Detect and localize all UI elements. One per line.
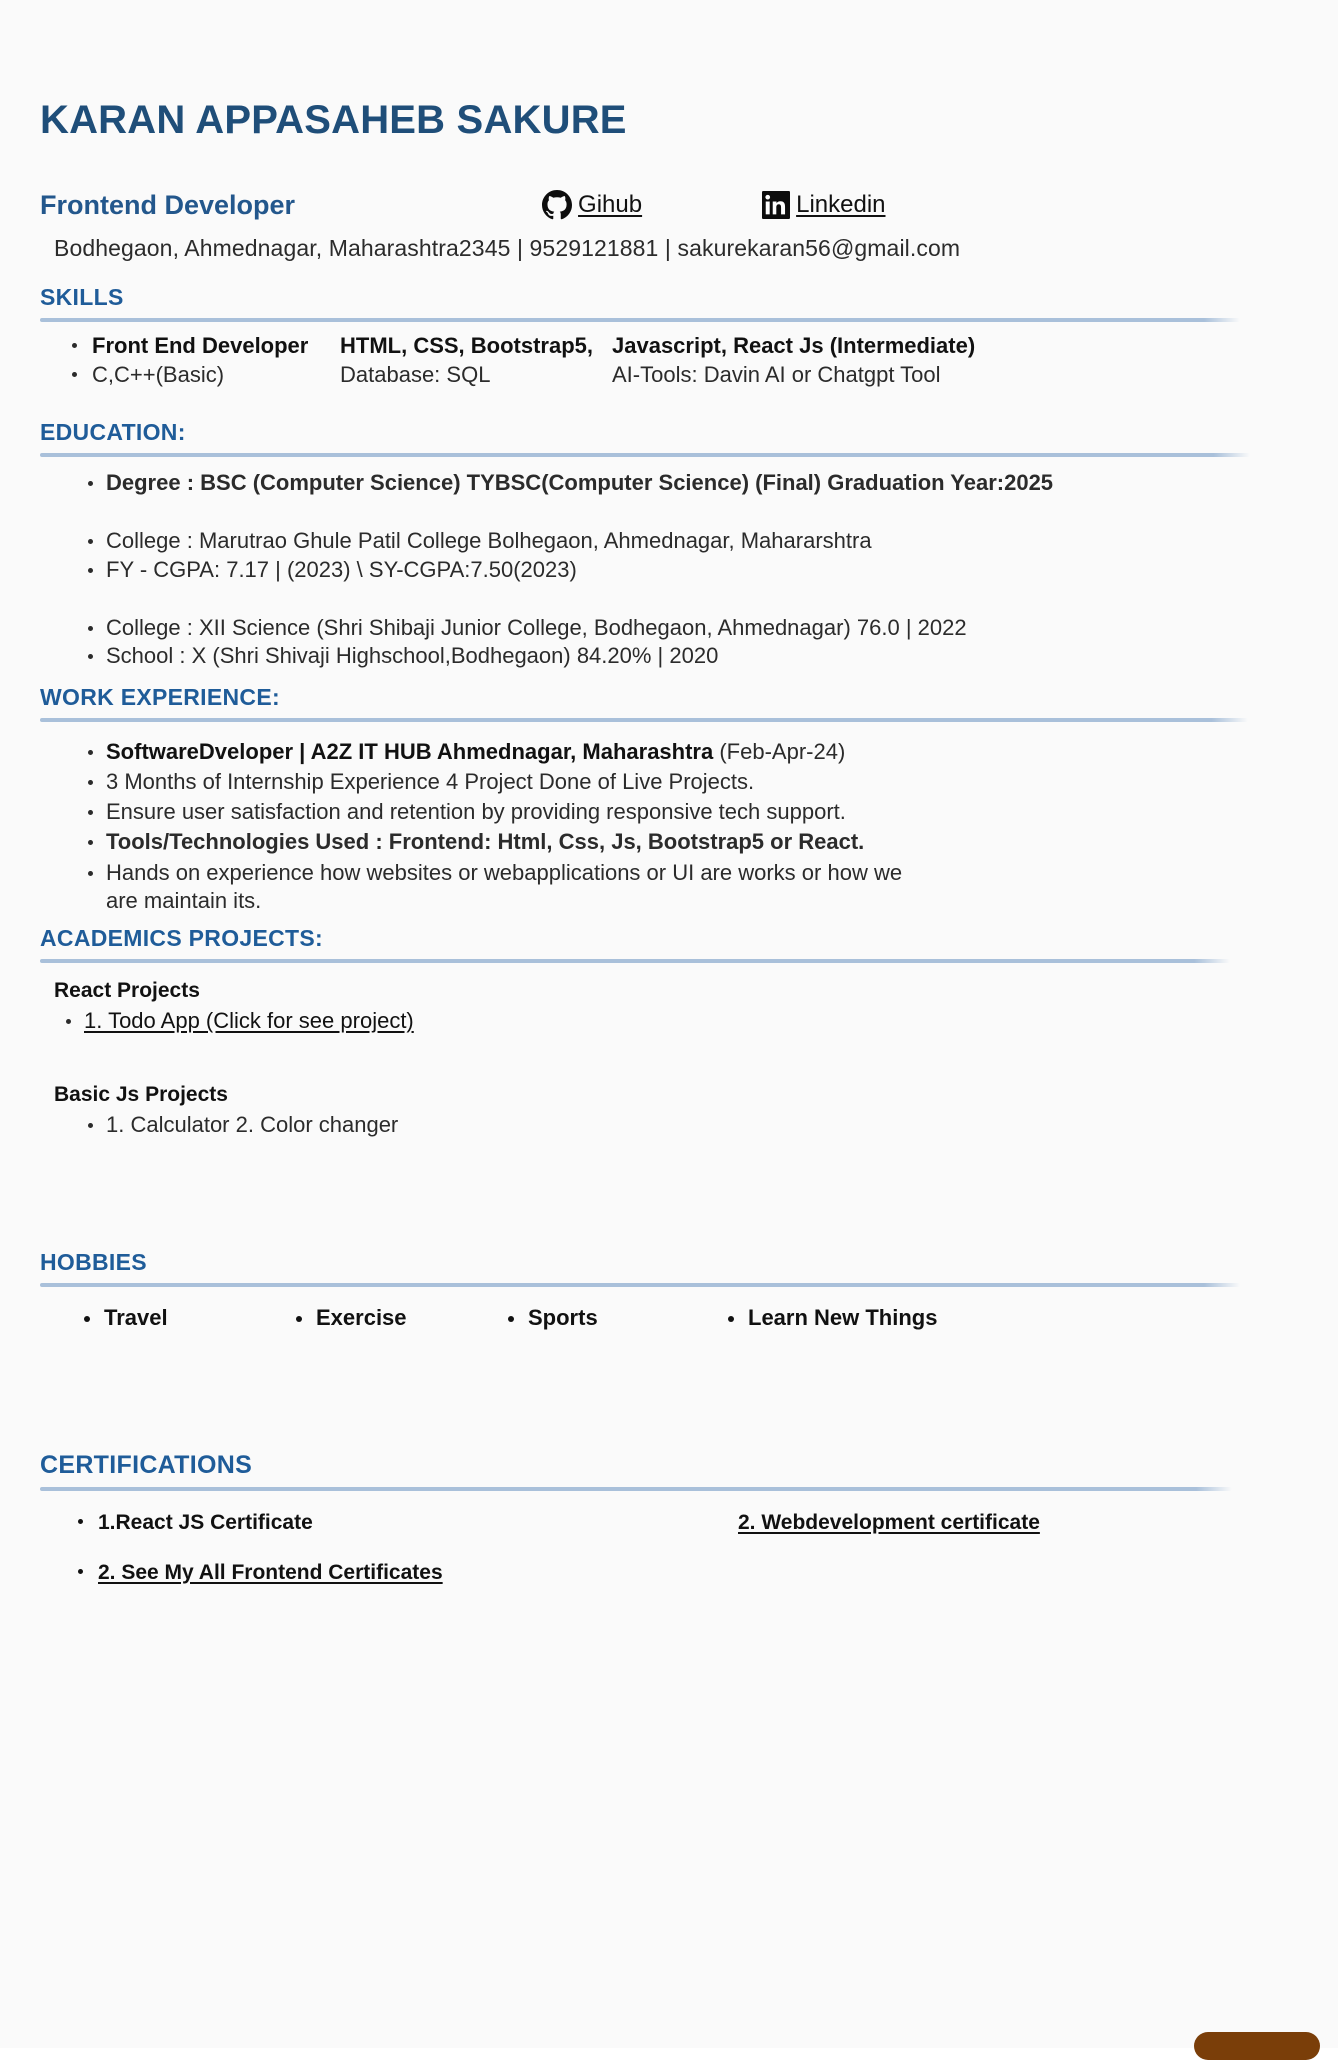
github-label: Gihub (578, 191, 643, 218)
section-divider (40, 453, 1250, 457)
work-items (76, 738, 1298, 915)
list-item: FY - CGPA: 7.17 | (2023) \ SY-CGPA:7.50(2023) (76, 556, 1298, 584)
section-hobbies (40, 1249, 1298, 1331)
projects-body (40, 979, 1298, 1139)
skill-cell: Front End Developer (92, 333, 309, 358)
section-work-experience (40, 684, 1298, 915)
education-school-group (76, 614, 1298, 670)
section-heading-hobbies: HOBBIES (40, 1249, 147, 1276)
react-projects-list (54, 1007, 1298, 1035)
role-subtitle: Frontend Developer (40, 189, 296, 220)
github-icon (542, 190, 572, 220)
section-heading-education: EDUCATION: (40, 419, 186, 446)
section-divider (40, 1487, 1232, 1491)
github-link[interactable] (542, 190, 642, 220)
list-item: School : X (Shri Shivaji Highschool,Bodhegaon) 84.20% | 2020 (76, 642, 1298, 670)
projects-subheading-basicjs: Basic Js Projects (54, 1083, 228, 1107)
work-job-dates: (Feb-Apr-24) (713, 738, 846, 764)
work-list (40, 738, 1298, 915)
list-item (76, 738, 1298, 766)
spacer (76, 497, 1298, 527)
spacer (76, 584, 1298, 614)
all-frontend-certificates-link[interactable]: 2. See My All Frontend Certificates (98, 1560, 443, 1584)
list-item: 1. Calculator 2. Color changer (76, 1111, 1298, 1139)
section-heading-certifications: CERTIFICATIONS (40, 1451, 253, 1480)
section-heading-work: WORK EXPERIENCE: (40, 683, 280, 710)
skills-grid (40, 332, 1298, 389)
hobby-item: Exercise (288, 1305, 500, 1331)
certification-label: 1.React JS Certificate (98, 1511, 313, 1535)
section-skills (40, 284, 1298, 389)
skill-cell: C,C++(Basic) (92, 361, 225, 387)
section-heading-projects: ACADEMICS PROJECTS: (40, 924, 324, 951)
todo-app-link[interactable]: 1. Todo App (Click for see project) (84, 1007, 414, 1033)
list-item: 3 Months of Internship Experience 4 Project Done of Live Projects. (76, 768, 1298, 796)
section-divider (40, 1283, 1240, 1287)
contact-line: Bodhegaon, Ahmednagar, Maharashtra2345 | 9529121881 | sakurekaran56@gmail.com (54, 235, 961, 261)
role-and-social-row (40, 186, 1298, 224)
section-heading-skills: SKILLS (40, 284, 124, 310)
bottom-floating-chip[interactable] (1194, 2032, 1320, 2060)
linkedin-link[interactable] (762, 191, 885, 219)
section-divider (40, 718, 1248, 722)
list-item (54, 1007, 1298, 1035)
skills-row (62, 361, 1298, 390)
section-projects (40, 925, 1298, 1139)
section-certifications (40, 1451, 1298, 1586)
work-job-title: SoftwareDveloper | A2Z IT HUB Ahmednagar, Maharashtra (106, 738, 714, 764)
list-item: College : XII Science (Shri Shibaji Junior College, Bodhegaon, Ahmednagar) 76.0 | 2022 (76, 614, 1298, 642)
list-item: Ensure user satisfaction and retention by providing responsive tech support. (76, 798, 1298, 826)
social-links (542, 190, 885, 220)
education-college-group (76, 527, 1298, 583)
certification-row (68, 1559, 1298, 1586)
hobby-item: Learn New Things (720, 1305, 937, 1331)
list-item: College : Marutrao Ghule Patil College Bolhegaon, Ahmednagar, Mahararshtra (76, 527, 1298, 555)
list-item: Hands on experience how websites or webapplications or UI are works or how we are maintain its. (76, 859, 1298, 915)
skill-cell: Database: SQL (340, 361, 491, 387)
hobby-item: Sports (500, 1305, 720, 1331)
section-divider (40, 318, 1240, 322)
skill-cell: Javascript, React Js (Intermediate) (612, 333, 976, 358)
projects-subheading-react: React Projects (54, 978, 200, 1002)
education-degree-group (76, 469, 1298, 497)
hobby-item: Travel (76, 1305, 288, 1331)
linkedin-label: Linkedin (796, 191, 886, 218)
skills-row (62, 332, 1298, 361)
linkedin-icon (762, 191, 790, 219)
certification-row (68, 1509, 1298, 1536)
certifications-list (40, 1509, 1298, 1586)
section-education (40, 419, 1298, 670)
hobbies-list (40, 1305, 1298, 1331)
webdevelopment-certificate-link[interactable]: 2. Webdevelopment certificate (738, 1511, 1040, 1535)
list-item: Degree : BSC (Computer Science) TYBSC(Computer Science) (Final) Graduation Year:2025 (76, 469, 1298, 497)
list-item: Tools/Technologies Used : Frontend: Html, Css, Js, Bootstrap5 or React. (76, 828, 1298, 856)
page-title: KARAN APPASAHEB SAKURE (40, 98, 627, 142)
skill-cell: AI-Tools: Davin AI or Chatgpt Tool (612, 361, 941, 387)
skill-cell: HTML, CSS, Bootstrap5, (340, 333, 594, 358)
basicjs-projects-list (54, 1111, 1298, 1139)
section-divider (40, 959, 1230, 963)
education-list (40, 469, 1298, 670)
